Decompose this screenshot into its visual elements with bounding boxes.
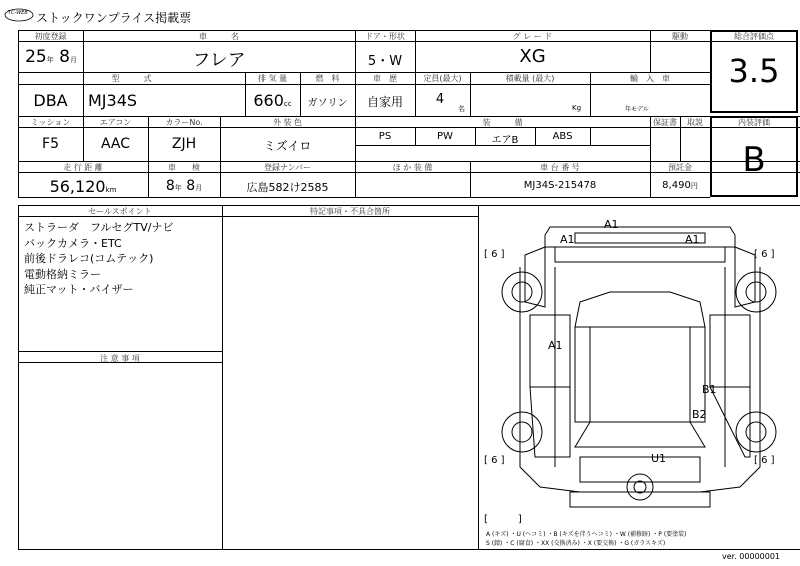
model-value: MJ34S bbox=[88, 91, 138, 110]
mileage-label: 走 行 距 離 bbox=[63, 163, 103, 172]
aircon-value: AAC bbox=[100, 136, 131, 152]
displacement-label: 排 気 量 bbox=[257, 74, 288, 83]
grade-label: グ レ ー ド bbox=[512, 32, 553, 41]
tire-front-left: [ 6 ] bbox=[484, 249, 505, 260]
mission-label: ミッション bbox=[30, 118, 71, 127]
capacity-value: 4 bbox=[435, 92, 445, 107]
exterior-color-value: ミズイロ bbox=[263, 139, 312, 153]
damage-mark-b1: B1 bbox=[702, 383, 717, 396]
damage-mark-a1-right: A1 bbox=[685, 233, 700, 246]
first-reg-value: 25年 8月 bbox=[25, 47, 77, 67]
grade-value: XG bbox=[519, 46, 546, 67]
capacity-unit: 名 bbox=[458, 105, 465, 113]
car-name-value: フレア bbox=[192, 50, 246, 71]
deposit-label: 預託金 bbox=[668, 163, 692, 172]
damage-mark-a1-front: A1 bbox=[604, 218, 619, 231]
damage-mark-a1-body: A1 bbox=[548, 339, 563, 352]
plate-label: 登録ナンバー bbox=[263, 163, 312, 172]
mileage-value: 56,120km bbox=[49, 177, 117, 196]
door-shape-label: ドア・形状 bbox=[365, 32, 405, 41]
door-shape-value: 5・W bbox=[367, 54, 403, 69]
capacity-label: 定員(最大) bbox=[423, 74, 462, 83]
fuel-label: 燃 料 bbox=[315, 74, 340, 83]
history-label: 車 歴 bbox=[373, 74, 397, 83]
equip-pw: PW bbox=[437, 131, 453, 142]
tire-rear-right: [ 6 ] bbox=[754, 455, 775, 466]
exterior-color-label: 外 装 色 bbox=[272, 118, 303, 127]
damage-mark-u1: U1 bbox=[651, 452, 667, 465]
plate-value: 広島582け2585 bbox=[246, 181, 329, 194]
inspection-value: 8年 8月 bbox=[165, 178, 203, 194]
damage-legend-line-2: S (錆) ・C (腐食) ・XX (交換済み) ・X (要交換) ・G (ガラスキズ) bbox=[486, 540, 666, 547]
drive-label: 駆動 bbox=[672, 32, 688, 41]
version-label: ver. 00000001 bbox=[722, 552, 781, 561]
equip-airbag: エアB bbox=[491, 135, 519, 146]
warranty-label: 保証書 bbox=[653, 118, 677, 127]
sales-points-list bbox=[24, 220, 174, 298]
tire-front-right: [ 6 ] bbox=[754, 249, 775, 260]
aircon-label: エアコン bbox=[99, 118, 132, 127]
interior-score-value: B bbox=[742, 140, 766, 180]
import-label: 輸 入 車 bbox=[630, 74, 670, 83]
damage-mark-b2: B2 bbox=[692, 408, 707, 421]
other-equip-label: ほ か 装 備 bbox=[392, 163, 433, 172]
tc-web-logo: TC-WEB bbox=[4, 7, 34, 21]
sales-points-header: セールスポイント bbox=[88, 207, 152, 216]
list-item: ストラーダ フルセグTV/ナビ bbox=[24, 221, 174, 234]
equipment-label: 装 備 bbox=[482, 118, 523, 127]
caution-header: 注 意 事 項 bbox=[100, 354, 140, 363]
tire-spare: [ ] bbox=[484, 514, 522, 525]
list-item: 純正マット・バイザー bbox=[24, 283, 134, 296]
vin-label: 車 台 番 号 bbox=[540, 163, 580, 172]
list-item: 電動格納ミラー bbox=[24, 267, 101, 281]
damage-legend-line-1: A (キズ) ・U (ヘコミ) ・B (キズを伴うヘコミ) ・W (補修跡) ・P (要塗装) bbox=[486, 531, 687, 538]
color-no-value: ZJH bbox=[171, 136, 197, 152]
load-unit: Kg bbox=[572, 104, 582, 112]
car-name-label: 車 名 bbox=[199, 32, 239, 41]
tire-rear-left: [ 6 ] bbox=[484, 455, 505, 466]
load-label: 積載量 (最大) bbox=[505, 74, 555, 83]
deposit-value: 8,490円 bbox=[662, 180, 698, 191]
model-label: 型 式 bbox=[111, 74, 152, 83]
car-damage-diagram bbox=[480, 207, 798, 527]
history-value: 自家用 bbox=[366, 95, 403, 109]
special-notes-header: 特記事項・不具合箇所 bbox=[310, 207, 390, 216]
first-reg-label: 初度登録 bbox=[34, 32, 67, 41]
vin-value: MJ34S-215478 bbox=[523, 180, 597, 191]
equip-abs: ABS bbox=[552, 131, 573, 142]
inspection-label: 車 検 bbox=[168, 163, 200, 172]
damage-mark-a1-left: A1 bbox=[560, 233, 575, 246]
color-no-label: カラーNo. bbox=[165, 118, 203, 127]
list-item: バックカメラ・ETC bbox=[24, 236, 122, 250]
equip-ps: PS bbox=[378, 131, 392, 142]
interior-score-label: 内装評価 bbox=[738, 118, 770, 127]
import-year-label: 年モデル bbox=[625, 106, 649, 113]
model-prefix-value: DBA bbox=[33, 91, 68, 110]
fuel-value: ガソリン bbox=[307, 98, 348, 109]
overall-score-value: 3.5 bbox=[728, 52, 780, 90]
page-title: ストックワンプライス掲載票 bbox=[36, 11, 192, 25]
list-item: 前後ドラレコ(コムテック) bbox=[24, 252, 154, 265]
mission-value: F5 bbox=[42, 136, 59, 152]
displacement-value: 660cc bbox=[253, 91, 292, 110]
manual-label: 取説 bbox=[687, 118, 703, 127]
score-label: 総合評価点 bbox=[734, 32, 774, 41]
